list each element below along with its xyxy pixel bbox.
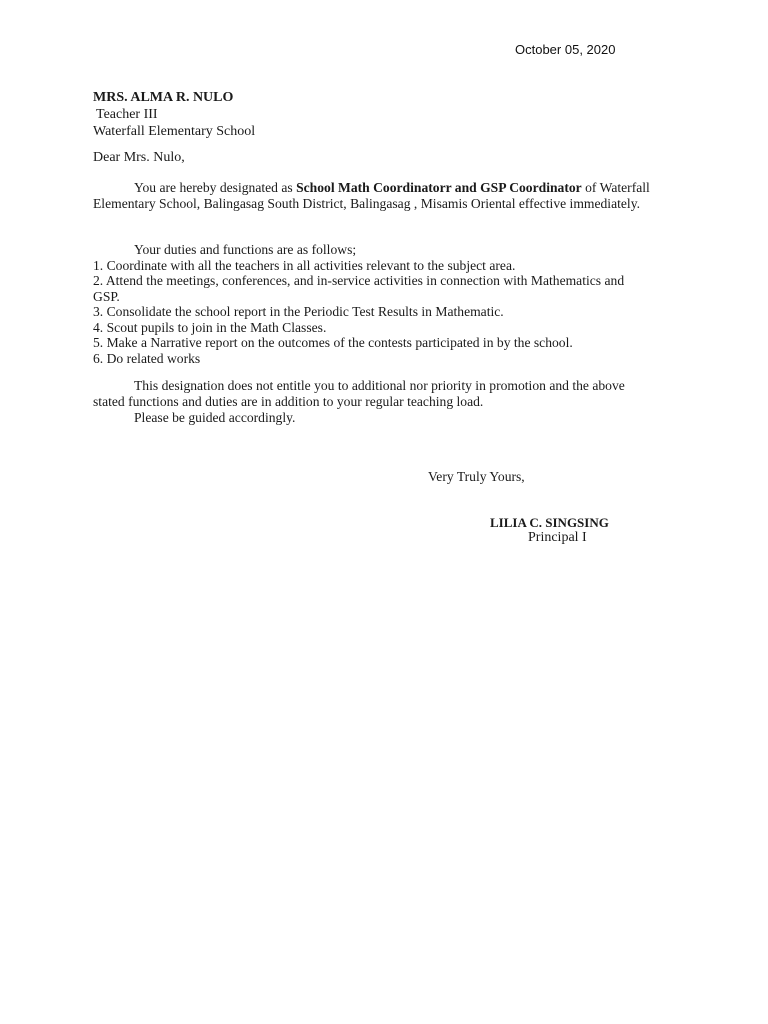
recipient-name: MRS. ALMA R. NULO [93, 90, 234, 105]
designation-role: School Math Coordinatorr and GSP Coordinator [296, 180, 582, 195]
duties-section [93, 242, 653, 366]
duty-item: 1. Coordinate with all the teachers in all activities relevant to the subject area. [93, 257, 516, 273]
duty-item: 2. Attend the meetings, conferences, and in-service activities in connection with Mathematics and GSP. [93, 273, 625, 304]
recipient-school: Waterfall Elementary School [93, 124, 256, 139]
recipient-block [93, 89, 255, 140]
closing: Very Truly Yours, [428, 469, 525, 484]
designation-intro: You are hereby designated as [134, 180, 297, 195]
notice-text: This designation does not entitle you to additional nor priority in promotion and the above stated functions and duties are in addition to your regular teaching load. [93, 378, 625, 409]
duties-lead: Your duties and functions are as follows; [134, 242, 357, 257]
signatory-name: LILIA C. SINGSING [490, 515, 609, 530]
duty-item: 3. Consolidate the school report in the Periodic Test Results in Mathematic. [93, 304, 504, 319]
salutation: Dear Mrs. Nulo, [93, 150, 185, 165]
duty-item: 6. Do related works [93, 350, 201, 366]
duties-list [93, 258, 653, 367]
letter-date: October 05, 2020 [515, 42, 616, 57]
guided-text: Please be guided accordingly. [134, 410, 296, 425]
duty-item: 5. Make a Narrative report on the outcomes of the contests participated in by the school. [93, 335, 573, 350]
recipient-position: Teacher III [96, 107, 158, 122]
duty-item: 4. Scout pupils to join in the Math Classes. [93, 319, 327, 335]
notice-paragraph [93, 378, 653, 426]
designation-paragraph [93, 180, 653, 212]
signatory-title: Principal I [528, 530, 587, 545]
designation-rest: of Waterfall Elementary School, Balingasag South District, Balingasag , Misamis Oriental effective immediately. [93, 180, 650, 211]
